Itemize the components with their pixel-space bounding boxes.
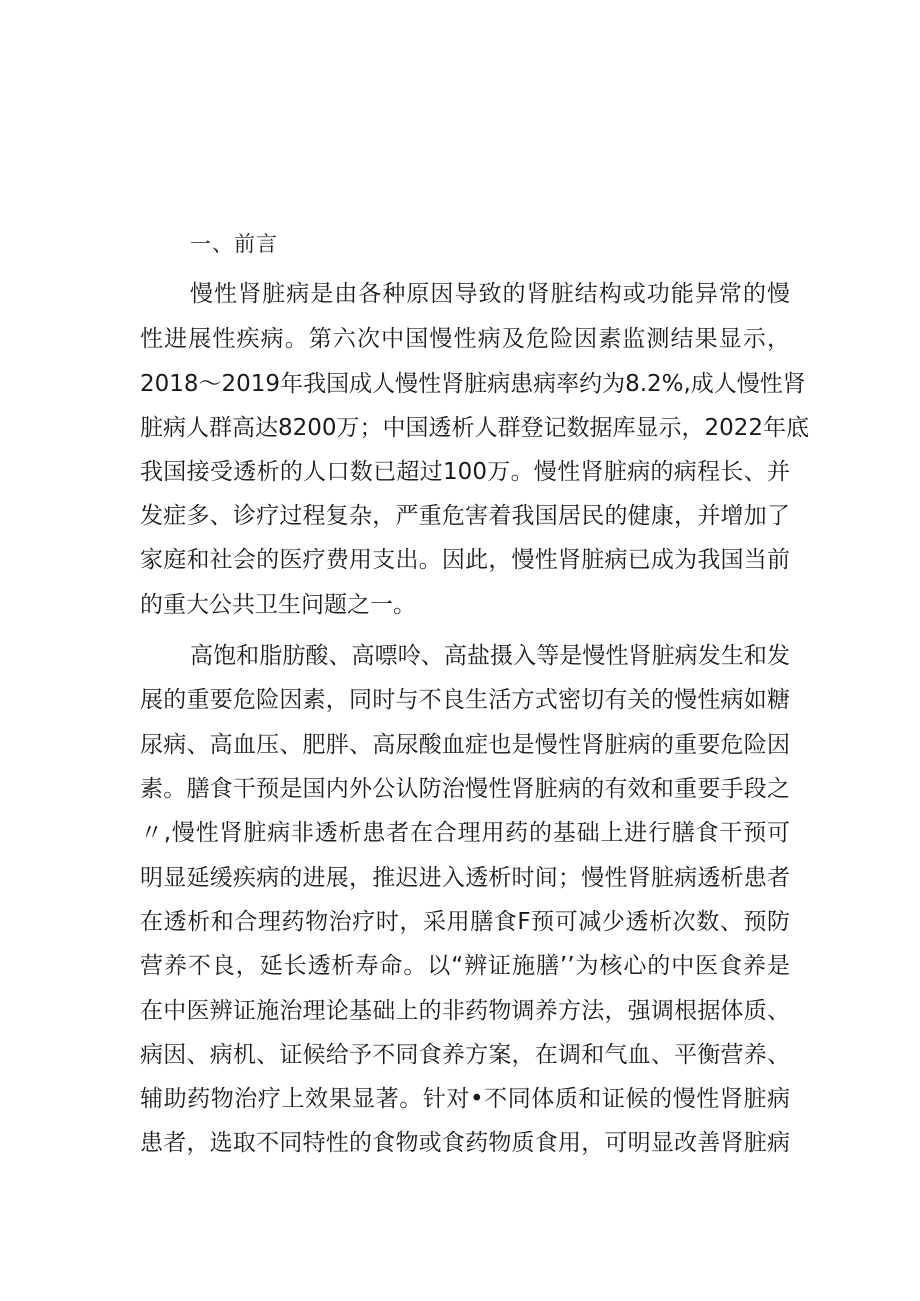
paragraph-1-line: 家庭和社会的医疗费用支出。因此，慢性肾脏病已成为我国当前: [140, 547, 790, 573]
paragraph-1-line: 脏病人群高达8200万；中国透析人群登记数据库显示，2022年底: [140, 415, 810, 441]
paragraph-1-line: 的重大公共卫生问题之一。: [140, 592, 416, 618]
paragraph-2-line: 〃,慢性肾脏病非透析患者在合理用药的基础上进行膳食干预可: [140, 820, 790, 846]
paragraph-2-line: 尿病、高血压、肥胖、高尿酸血症也是慢性肾脏病的重要危险因: [140, 732, 790, 758]
paragraph-1-line: 发症多、诊疗过程复杂，严重危害着我国居民的健康，并增加了: [140, 503, 790, 529]
section-heading: 一、前言: [190, 232, 278, 256]
paragraph-1-line: 我国接受透析的人口数已超过100万。慢性肾脏病的病程长、并: [140, 459, 790, 485]
paragraph-2-line: 在透析和合理药物治疗时，采用膳食F预可减少透析次数、预防: [140, 909, 790, 935]
paragraph-1-line: 性进展性疾病。第六次中国慢性病及危险因素监测结果显示，: [140, 326, 790, 352]
paragraph-2-line: 素。膳食干预是国内外公认防治慢性肾脏病的有效和重要手段之: [140, 776, 790, 802]
paragraph-2-line: 辅助药物治疗上效果显著。针对•不同体质和证候的慢性肾脏病: [140, 1086, 790, 1112]
paragraph-2-line: 明显延缓疾病的进展，推迟进入透析时间；慢性肾脏病透析患者: [140, 865, 790, 891]
paragraph-2-line: 营养不良，延长透析寿命。以“辨证施膳’’为核心的中医食养是: [140, 953, 790, 979]
paragraph-2-line: 患者，选取不同特性的食物或食药物质食用，可明显改善肾脏病: [140, 1130, 790, 1156]
paragraph-2-line: 高饱和脂肪酸、高嘌呤、高盐摄入等是慢性肾脏病发生和发: [190, 643, 790, 669]
paragraph-1-line: 2018～2019年我国成人慢性肾脏病患病率约为8.2%,成人慢性肾: [140, 371, 806, 397]
paragraph-2-line: 展的重要危险因素，同时与不良生活方式密切有关的慢性病如糖: [140, 687, 790, 713]
paragraph-2-line: 在中医辨证施治理论基础上的非药物调养方法，强调根据体质、: [140, 998, 790, 1024]
paragraph-2-line: 病因、病机、证候给予不同食养方案，在调和气血、平衡营养、: [140, 1042, 790, 1068]
paragraph-1-line: 慢性肾脏病是由各种原因导致的肾脏结构或功能异常的慢: [190, 281, 790, 307]
